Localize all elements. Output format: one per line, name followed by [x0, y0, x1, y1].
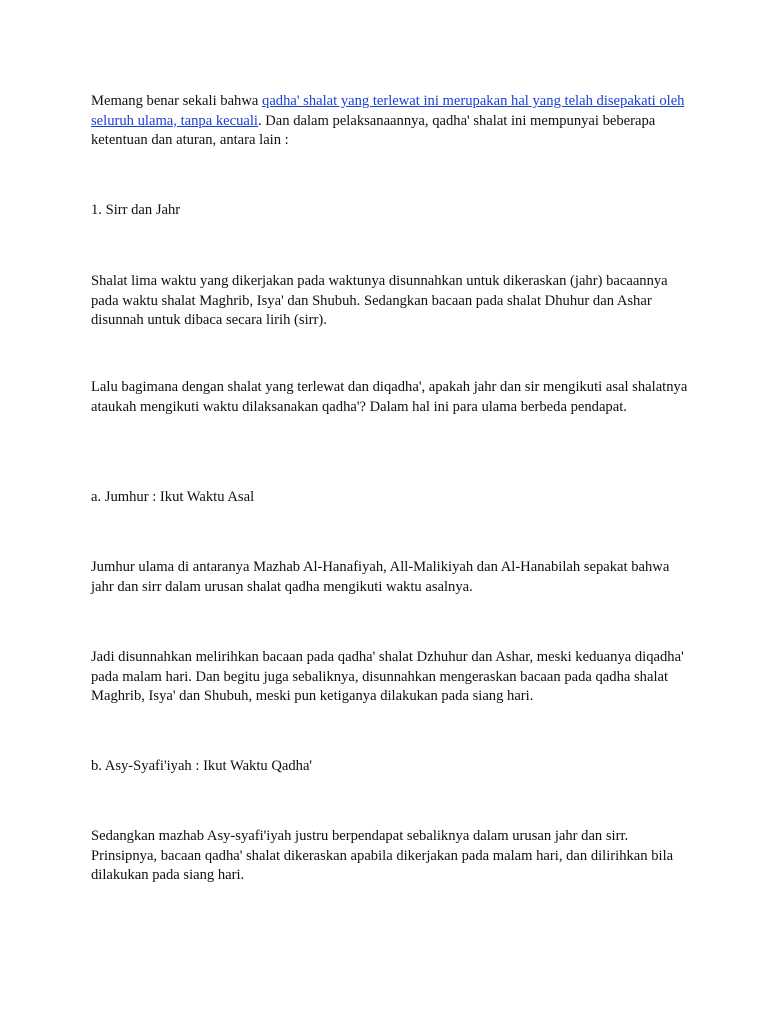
section-1-paragraph-1: Shalat lima waktu yang dikerjakan pada waktunya disunnahkan untuk dikeraskan (jahr) bacaannya pada waktu shalat Maghrib, Isya' dan Shubuh. Sedangkan bacaan pada shalat Dhuhur dan Ashar disunnah untuk dibaca secara lirih (sirr).	[91, 273, 668, 328]
subsection-a-paragraph-1: Jumhur ulama di antaranya Mazhab Al-Hanafiyah, All-Malikiyah dan Al-Hanabilah sepakat bahwa jahr dan sirr dalam urusan shalat qadha mengikuti waktu asalnya.	[91, 559, 670, 595]
subsection-a-heading: a. Jumhur : Ikut Waktu Asal	[91, 489, 255, 505]
section-1-heading: 1. Sirr dan Jahr	[91, 202, 181, 218]
intro-text-before-link: Memang benar sekali bahwa	[91, 93, 263, 109]
subsection-b-paragraph-1: Sedangkan mazhab Asy-syafi'iyah justru berpendapat sebaliknya dalam urusan jahr dan sirr. Prinsipnya, bacaan qadha' shalat dikeraskan apabila dikerjakan pada malam hari, dan dilirihkan bila dilakukan pada siang hari.	[91, 828, 674, 883]
section-1-paragraph-2: Lalu bagimana dengan shalat yang terlewat dan diqadha', apakah jahr dan sir mengikuti asal shalatnya ataukah mengikuti waktu dilaksanakan qadha'? Dalam hal ini para ulama berbeda pendapat.	[91, 379, 688, 415]
intro-text-after-link: . Dan dalam pelaksanaannya, qadha' shalat ini mempunyai beberapa ketentuan dan aturan, antara lain :	[91, 112, 656, 148]
consensus-link[interactable]: qadha' shalat yang terlewat ini merupakan hal yang telah disepakati oleh seluruh ulama, tanpa kecuali	[91, 93, 685, 129]
intro-paragraph	[91, 92, 691, 151]
subsection-a-paragraph-2: Jadi disunnahkan melirihkan bacaan pada qadha' shalat Dzhuhur dan Ashar, meski keduanya diqadha' pada malam hari. Dan begitu juga sebaliknya, disunnahkan mengeraskan bacaan pada qadha shalat Maghrib, Isya' dan Shubuh, meski pun ketiganya dilakukan pada siang hari.	[91, 649, 684, 704]
subsection-b-heading: b. Asy-Syafi'iyah : Ikut Waktu Qadha'	[91, 758, 313, 774]
